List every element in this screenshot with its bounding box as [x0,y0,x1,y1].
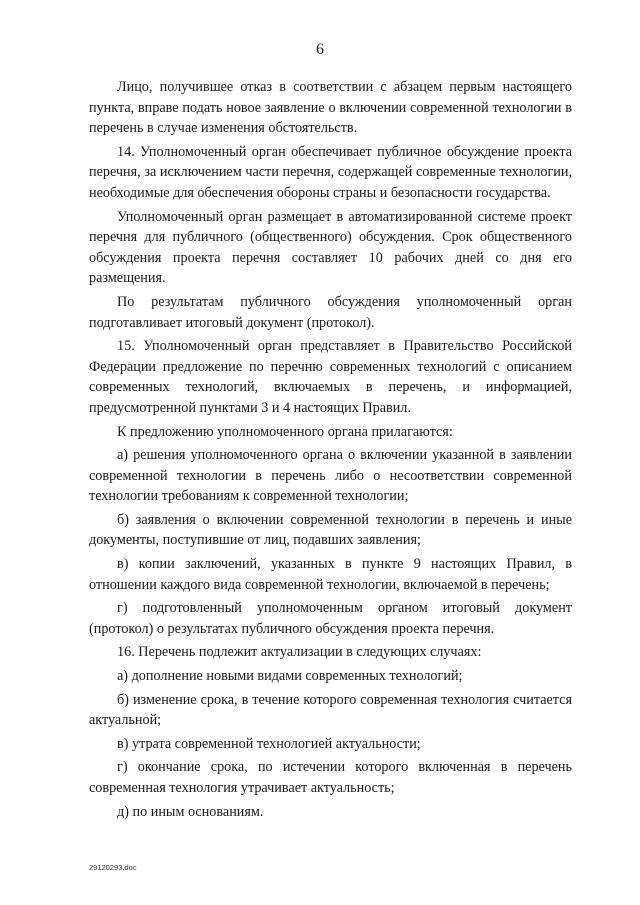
list-item: д) по иным основаниям. [117,803,264,820]
paragraph: 15. Уполномоченный орган представляет в Правительство Российской Федерации предложение по перечню современных технологий с описанием современных технологий, включаемых в перечень, и информацией, предусмотренной пунктами 3 и 4 настоящих Правил. [89,338,572,416]
list-item: а) решения уполномоченного органа о включении указанной в заявлении современной технологии в перечень либо о несоответствии современной технологии требованиям к современной технологии; [89,447,572,505]
list-item: б) заявления о включении современной технологии в перечень и иные документы, поступившие от лиц, подавших заявления; [89,511,572,549]
paragraph: К предложению уполномоченного органа прилагаются: [117,423,453,440]
paragraph: По результатам публичного обсуждения уполномоченный орган подготавливает итоговый документ (протокол). [89,293,572,331]
page-number: 6 [316,41,324,58]
list-item: б) изменение срока, в течение которого современная технология считается актуальной; [89,691,572,729]
list-item: а) дополнение новыми видами современных технологий; [117,668,463,685]
paragraph: 14. Уполномоченный орган обеспечивает публичное обсуждение проекта перечня, за исключением части перечня, содержащей современные технологии, необходимые для обеспечения обороны страны и безопасности государства. [89,143,572,201]
list-item: в) копии заключений, указанных в пункте 9 настоящих Правил, в отношении каждого вида современной технологии, включаемой в перечень; [89,556,572,593]
document-body [89,77,572,825]
list-item: в) утрата современной технологией актуальности; [117,735,421,752]
paragraph: 16. Перечень подлежит актуализации в следующих случаях: [117,644,482,661]
document-file-code: 29120293.doc [89,863,137,872]
paragraph: Уполномоченный орган размещает в автоматизированной системе проект перечня для публичного (общественного) обсуждения. Срок общественного обсуждения проекта перечня составляет 10 рабочих дней со дня его размещения. [89,208,572,287]
list-item: г) подготовленный уполномоченным органом итоговый документ (протокол) о результатах публичного обсуждения проекта перечня. [89,600,572,637]
paragraph: Лицо, получившее отказ в соответствии с абзацем первым настоящего пункта, вправе подать новое заявление о включении современной технологии в перечень в случае изменения обстоятельств. [89,79,572,137]
list-item: г) окончание срока, по истечении которого включенная в перечень современная технология утрачивает актуальность; [89,759,572,796]
